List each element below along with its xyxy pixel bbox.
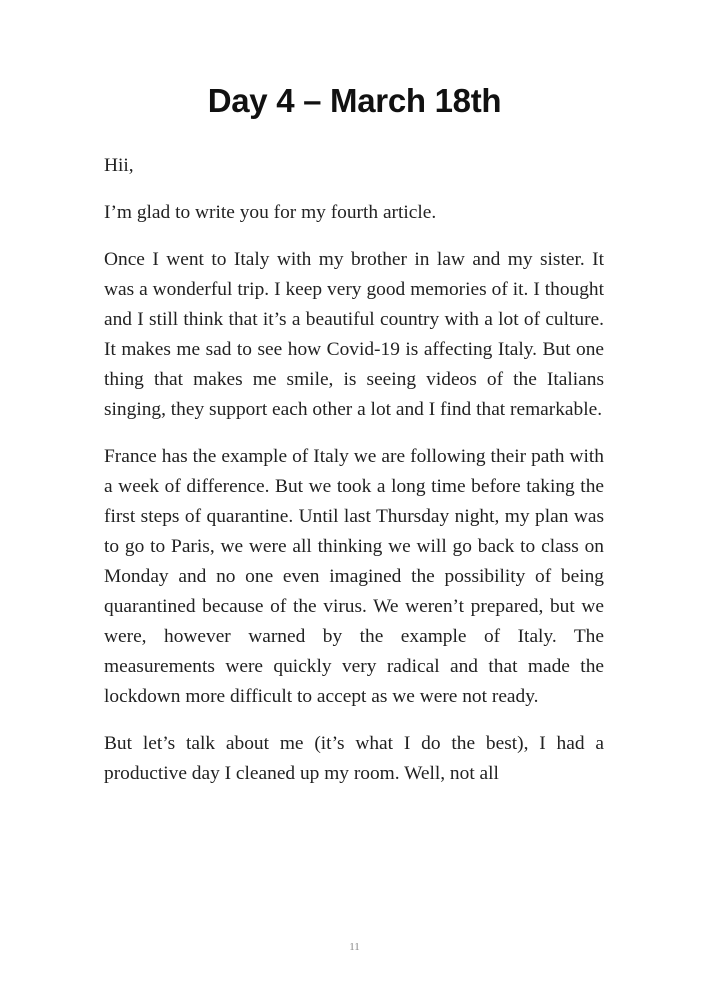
personal-paragraph: But let’s talk about me (it’s what I do the best), I had a productive day I cleaned up my room. Well, not all bbox=[104, 733, 604, 784]
page-title: Day 4 – March 18th bbox=[207, 82, 502, 119]
greeting-paragraph: Hii, bbox=[104, 155, 134, 176]
france-paragraph: France has the example of Italy we are following their path with a week of difference. But we took a long time before taking the first steps of quarantine. Until last Thursday night, my plan was to go to Paris, we were all thinking we will go back to class on Monday and no one even imagined the possibility of being quarantined because of the virus. We weren’t prepared, but we were, however warned by the example of Italy. The measurements were quickly very radical and that made the lockdown more difficult to accept as we were not ready. bbox=[104, 446, 604, 707]
article-body bbox=[104, 151, 604, 806]
intro-paragraph: I’m glad to write you for my fourth article. bbox=[104, 202, 437, 223]
page-number: 11 bbox=[349, 941, 360, 953]
italy-paragraph: Once I went to Italy with my brother in law and my sister. It was a wonderful trip. I keep very good memories of it. I thought and I still think that it’s a beautiful country with a lot of culture. It makes me sad to see how Covid-19 is affecting Italy. But one thing that makes me smile, is seeing videos of the Italians singing, they support each other a lot and I find that remarkable. bbox=[104, 249, 604, 420]
